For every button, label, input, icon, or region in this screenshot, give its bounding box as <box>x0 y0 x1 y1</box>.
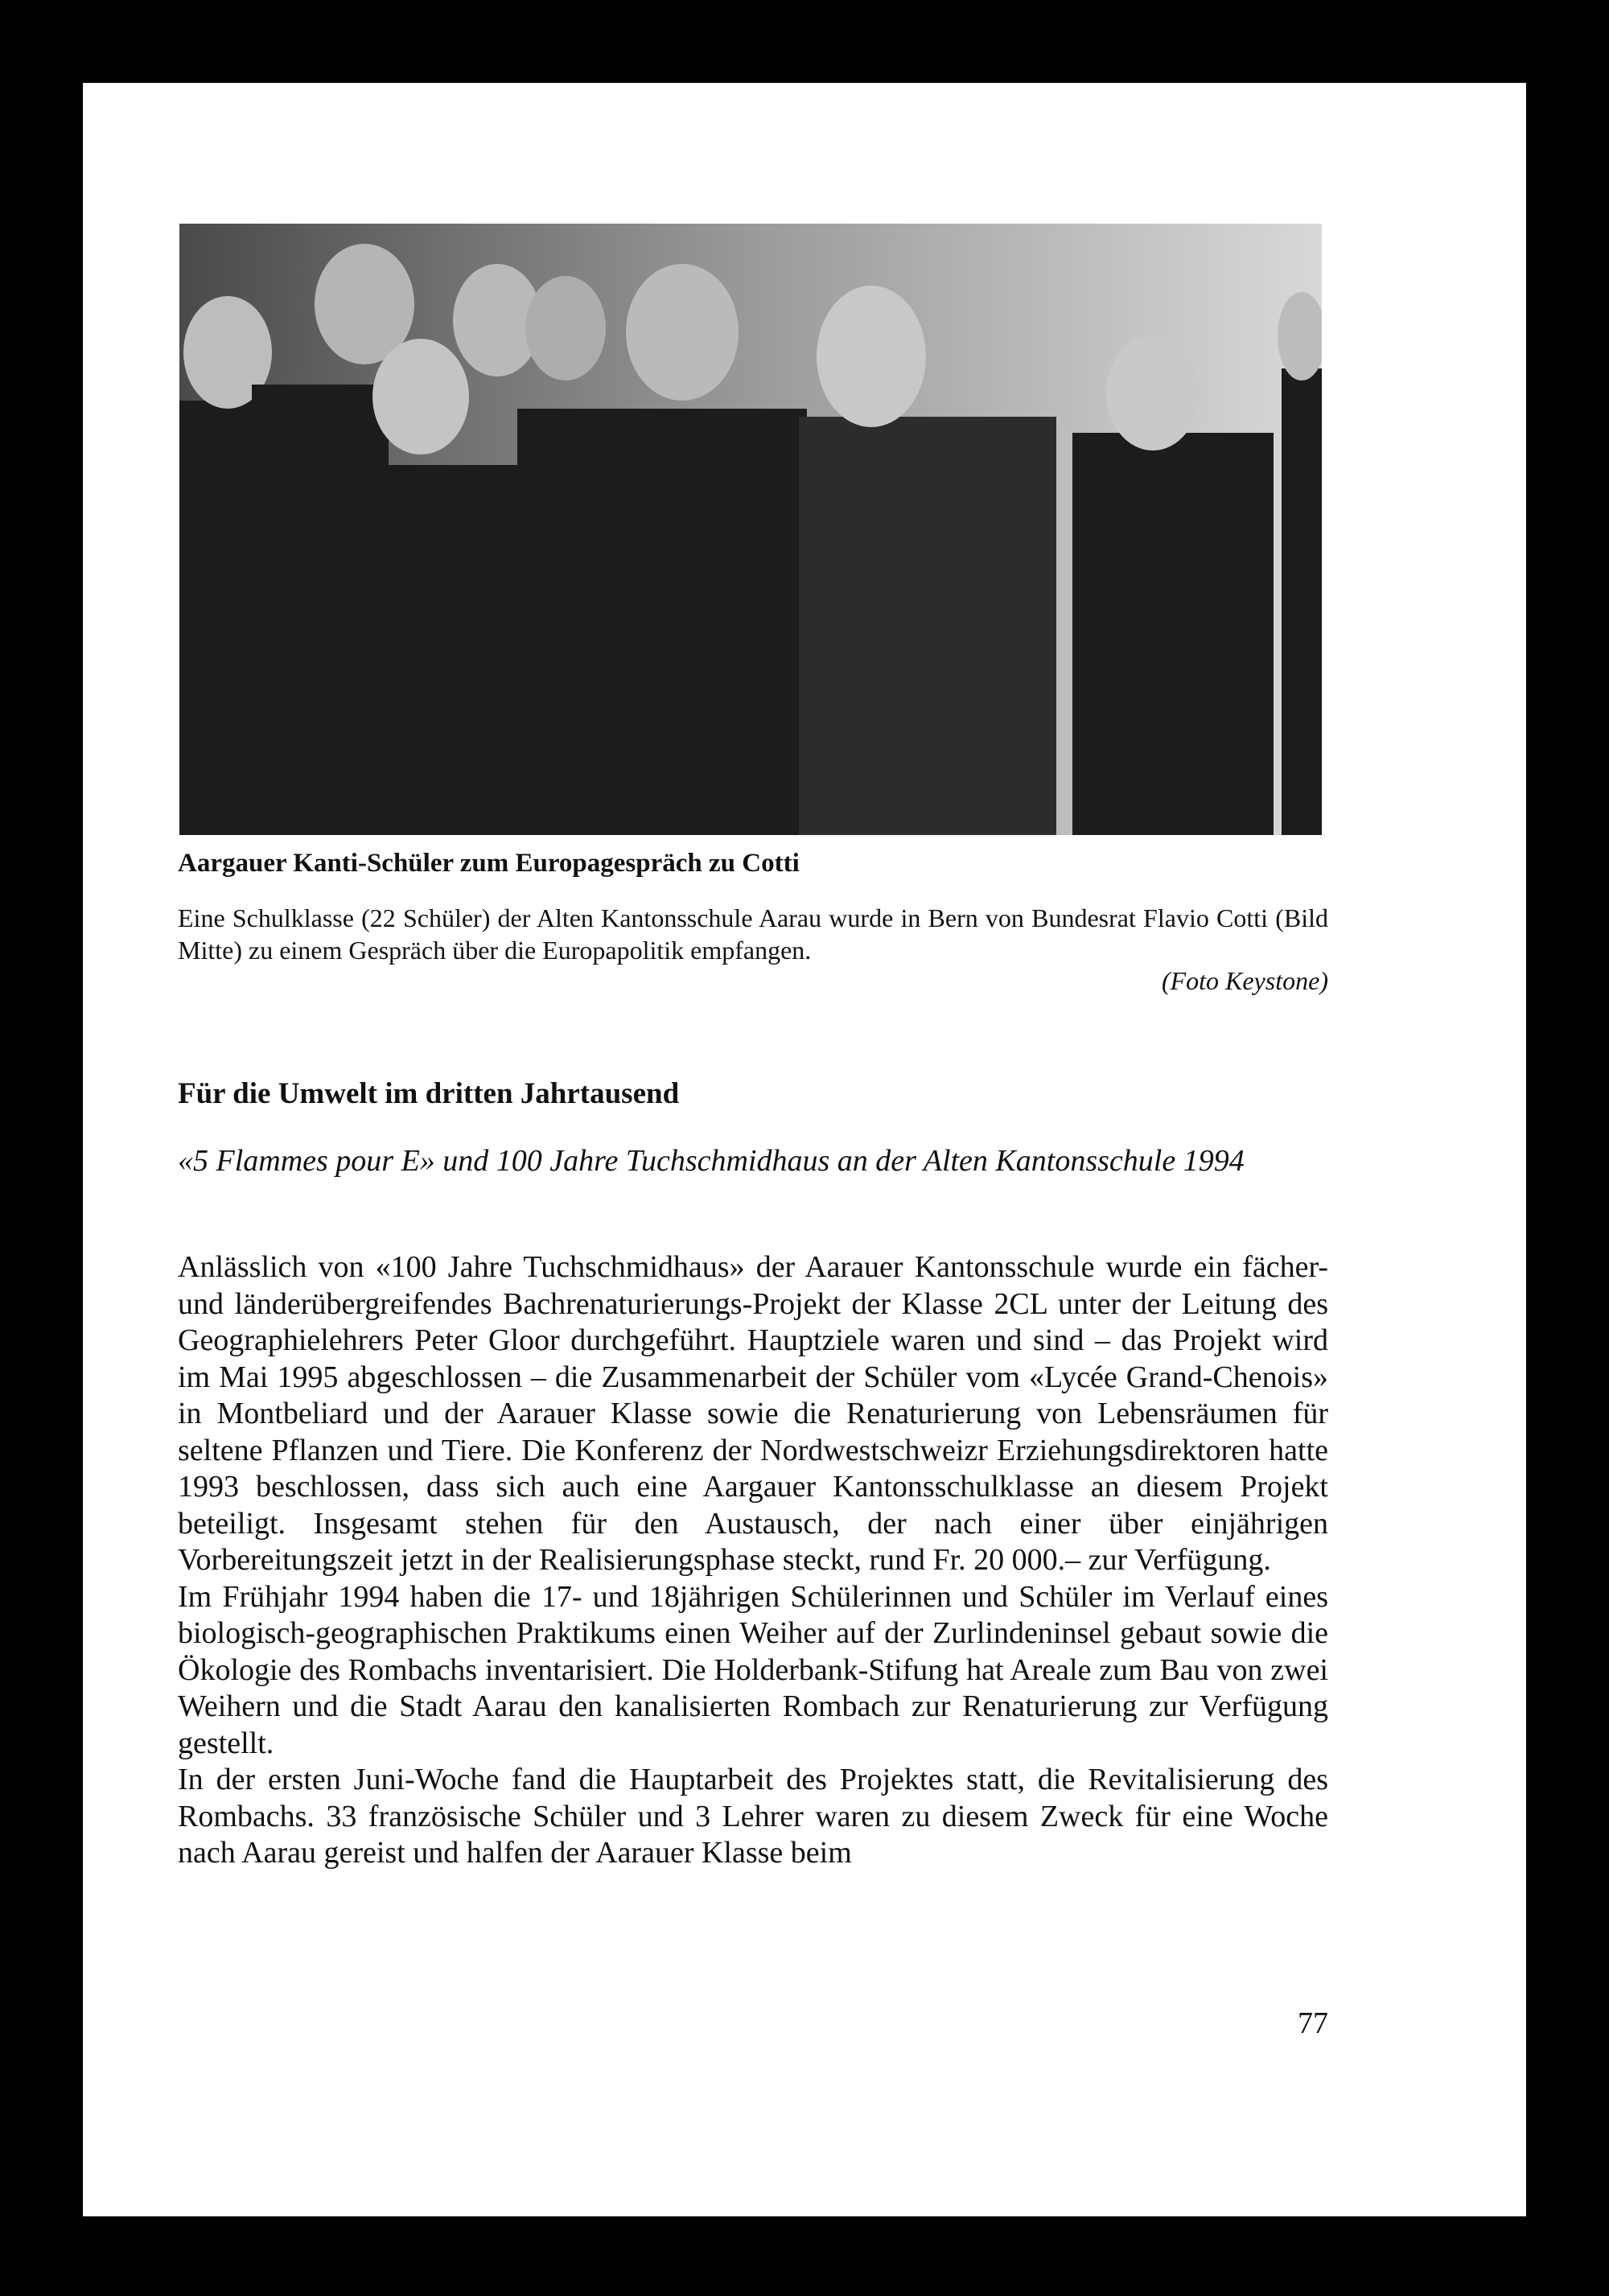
caption-title: Aargauer Kanti-Schüler zum Europagespräch zu Cotti <box>178 849 800 878</box>
document-page <box>83 83 1526 2216</box>
section-subheading: «5 Flammes pour E» und 100 Jahre Tuchschmidhaus an der Alten Kantonsschule 1994 <box>178 1144 1245 1178</box>
group-photo-image <box>179 224 1322 835</box>
section-heading: Für die Umwelt im dritten Jahrtausend <box>178 1077 680 1110</box>
article-body <box>178 1249 1328 1872</box>
paragraph: Im Frühjahr 1994 haben die 17- und 18jährigen Schülerinnen und Schüler im Verlauf eines biologisch-geographischen Praktikums einen Weiher auf der Zurlindeninsel gebaut sowie die Ökologie des Rombachs inventarisiert. Die Holderbank-Stifung hat Areale zum Bau von zwei Weihern und die Stadt Aarau den kanalisierten Rombach zur Renaturierung zur Verfügung gestellt. <box>178 1579 1328 1760</box>
paragraph: In der ersten Juni-Woche fand die Hauptarbeit des Projektes statt, die Revitalisierung des Rombachs. 33 französische Schüler und 3 Lehrer waren zu diesem Zweck für eine Woche nach Aarau gereist und halfen der Aarauer Klasse beim <box>178 1763 1328 1870</box>
photo-credit: (Foto Keystone) <box>1161 966 1328 995</box>
caption-text: Eine Schulklasse (22 Schüler) der Alten Kantonsschule Aarau wurde in Bern von Bundesrat Flavio Cotti (Bild Mitte) zu einem Gespräch über die Europapolitik empfangen. <box>178 903 1328 965</box>
page-number: 77 <box>1298 2006 1328 2040</box>
paragraph: Anlässlich von «100 Jahre Tuchschmidhaus» der Aarauer Kantonsschule wurde ein fächer- und länderübergreifendes Bachrenaturierungs-Projekt der Klasse 2CL unter der Leitung des Geographielehrers Peter Gloor durchgeführt. Hauptziele waren und sind – das Projekt wird im Mai 1995 abgeschlossen – die Zusammenarbeit der Schüler vom «Lycée Grand-Chenois» in Montbeliard und der Aarauer Klasse sowie die Renaturierung von Lebensräumen für seltene Pflanzen und Tiere. Die Konferenz der Nordwestschweizr Erziehungsdirektoren hatte 1993 beschlossen, dass sich auch eine Aargauer Kantonsschulklasse an diesem Projekt beteiligt. Insgesamt stehen für den Austausch, der nach einer über einjährigen Vorbereitungszeit jetzt in der Realisierungsphase steckt, rund Fr. 20 000.– zur Verfügung. <box>178 1250 1328 1577</box>
